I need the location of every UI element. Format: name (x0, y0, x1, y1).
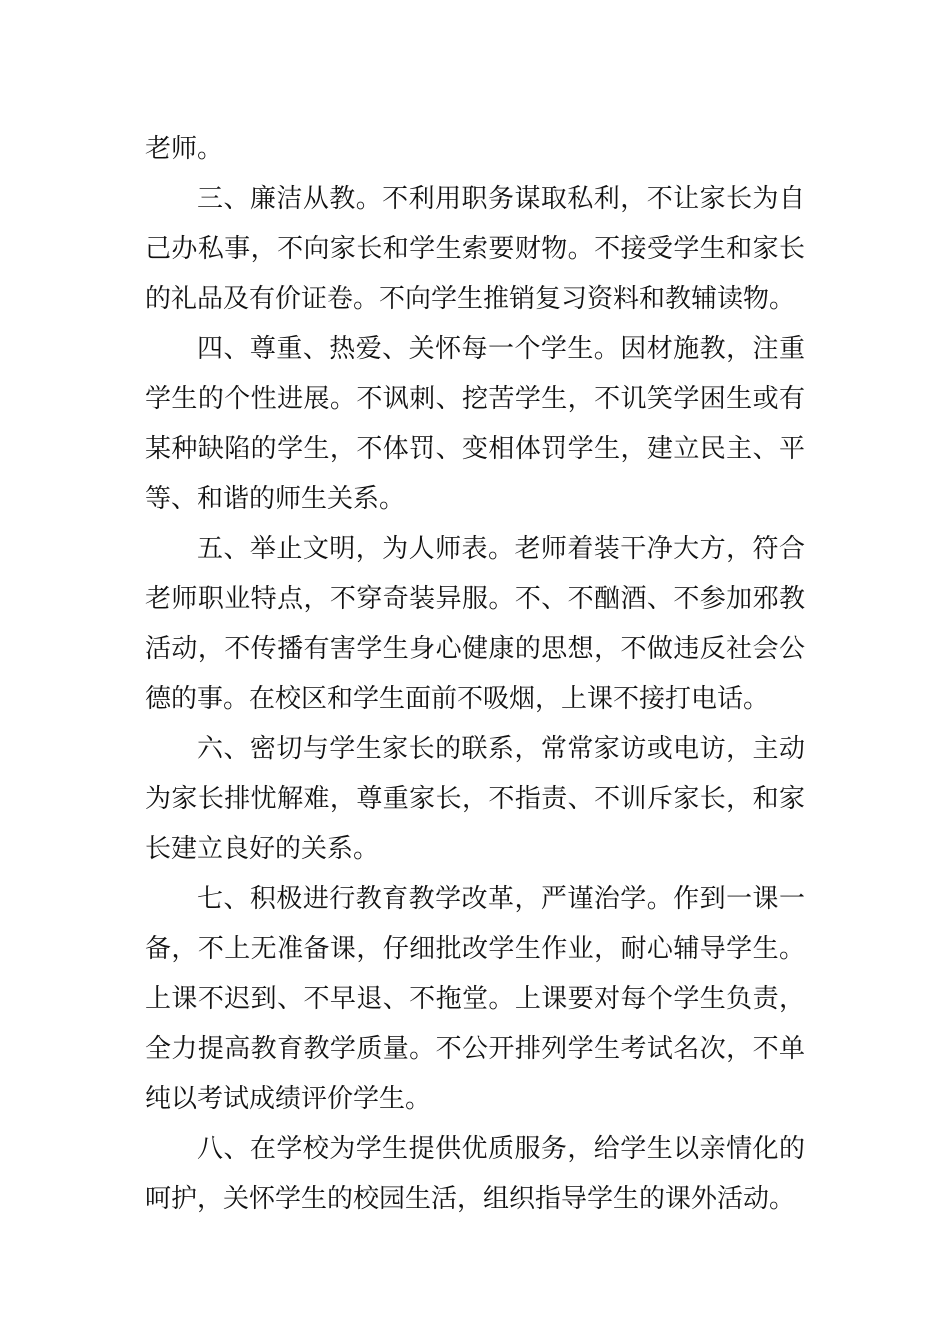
paragraph-continuation: 老师。 (145, 134, 224, 164)
paragraph-item-4: 四、尊重、热爱、关怀每一个学生。因材施教，注重学生的个性进展。不讽刺、挖苦学生，不讥笑学困生或有某种缺陷的学生，不体罚、变相体罚学生，建立民主、平等、和谐的师生关系。 (145, 334, 805, 514)
paragraph-item-3: 三、廉洁从教。不利用职务谋取私利，不让家长为自己办私事，不向家长和学生索要财物。不接受学生和家长的礼品及有价证卷。不向学生推销复习资料和教辅读物。 (145, 184, 805, 314)
paragraph-item-6: 六、密切与学生家长的联系，常常家访或电访，主动为家长排忧解难，尊重家长，不指责、不训斥家长，和家长建立良好的关系。 (145, 734, 805, 864)
document-body (145, 124, 805, 1224)
paragraph-item-8: 八、在学校为学生提供优质服务，给学生以亲情化的呵护，关怀学生的校园生活，组织指导学生的课外活动。 (145, 1134, 805, 1214)
paragraph-item-7: 七、积极进行教育教学改革，严谨治学。作到一课一备，不上无准备课，仔细批改学生作业，耐心辅导学生。上课不迟到、不早退、不拖堂。上课要对每个学生负责，全力提高教育教学质量。不公开排列学生考试名次，不单纯以考试成绩评价学生。 (145, 884, 805, 1114)
paragraph-item-5: 五、举止文明，为人师表。老师着装干净大方，符合老师职业特点，不穿奇装异服。不、不酗酒、不参加邪教活动，不传播有害学生身心健康的思想，不做违反社会公德的事。在校区和学生面前不吸烟，上课不接打电话。 (145, 534, 805, 714)
